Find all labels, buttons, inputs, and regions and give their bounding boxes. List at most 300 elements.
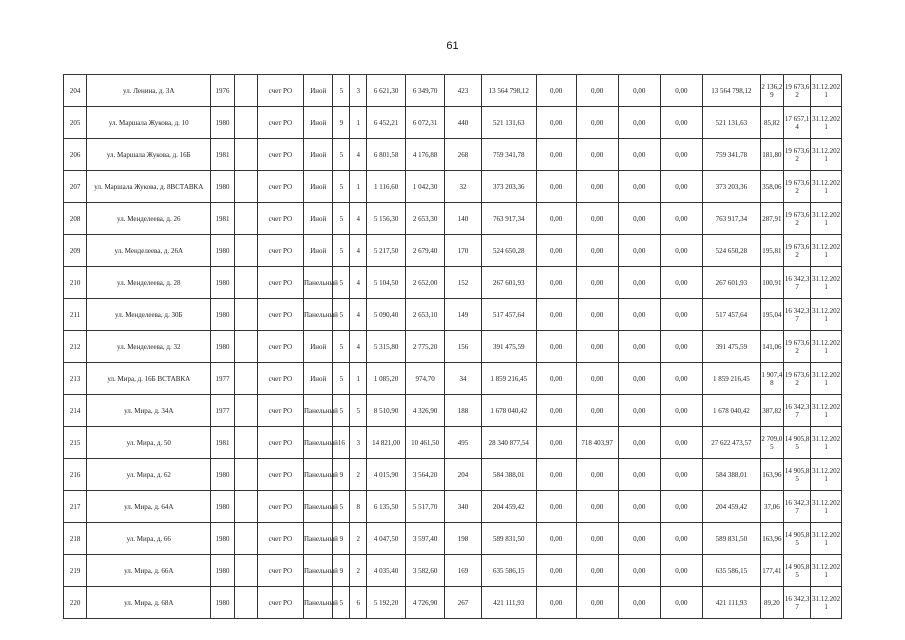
deadline-cell: 31.12.2021: [811, 203, 842, 235]
entrances-cell: 8: [350, 491, 367, 523]
wall-material-cell: Иной: [304, 171, 333, 203]
repair-cost-cell: 421 111,93: [481, 587, 536, 619]
floors-cell: 5: [333, 267, 350, 299]
row-number-cell: 215: [64, 427, 87, 459]
address-cell: ул. Менделеева, д. 26: [87, 203, 211, 235]
unit-cost-limit-cell: 19 673,62: [783, 139, 810, 171]
wall-material-cell: Панельный: [304, 299, 333, 331]
table-row: [64, 427, 842, 459]
row-number-cell: 216: [64, 459, 87, 491]
fund-method-cell: счет РО: [257, 587, 303, 619]
unit-cost-limit-cell: 19 673,62: [783, 331, 810, 363]
address-cell: ул. Маршала Жукова, д. 10: [87, 107, 211, 139]
funding-cell: 0,00: [576, 395, 618, 427]
floors-cell: 5: [333, 363, 350, 395]
residents-cell: 198: [445, 523, 482, 555]
address-cell: ул. Мира, д. 16Б ВСТАВКА: [87, 363, 211, 395]
total-area-cell: 5 090,40: [367, 299, 406, 331]
living-area-cell: 974,70: [406, 363, 445, 395]
unit-cost-cell: 1 907,48: [760, 363, 783, 395]
total-area-cell: 4 047,50: [367, 523, 406, 555]
living-area-cell: 2 652,00: [406, 267, 445, 299]
deadline-cell: 31.12.2021: [811, 459, 842, 491]
table-row: [64, 203, 842, 235]
table-row: [64, 235, 842, 267]
fund-method-cell: счет РО: [257, 459, 303, 491]
repair-cost-cell: 267 601,93: [481, 267, 536, 299]
year-built-cell: 1980: [211, 555, 234, 587]
year-built-cell: 1976: [211, 75, 234, 107]
address-cell: ул. Мира, д. 62: [87, 459, 211, 491]
total-area-cell: 6 801,58: [367, 139, 406, 171]
empty-cell: [234, 235, 257, 267]
funding-cell: 0,00: [660, 267, 702, 299]
fund-method-cell: счет РО: [257, 299, 303, 331]
table-row: [64, 587, 842, 619]
funding-cell: 0,00: [536, 363, 576, 395]
owner-funds-cell: 13 564 798,12: [702, 75, 760, 107]
unit-cost-limit-cell: 14 905,85: [783, 523, 810, 555]
residents-cell: 140: [445, 203, 482, 235]
unit-cost-limit-cell: 19 673,62: [783, 363, 810, 395]
fund-method-cell: счет РО: [257, 331, 303, 363]
funding-cell: 0,00: [576, 587, 618, 619]
wall-material-cell: Иной: [304, 331, 333, 363]
entrances-cell: 1: [350, 107, 367, 139]
address-cell: ул. Мира, д. 66А: [87, 555, 211, 587]
unit-cost-limit-cell: 16 342,37: [783, 587, 810, 619]
funding-cell: 0,00: [660, 363, 702, 395]
entrances-cell: 4: [350, 203, 367, 235]
funding-cell: 0,00: [660, 235, 702, 267]
year-built-cell: 1980: [211, 171, 234, 203]
unit-cost-limit-cell: 17 657,14: [783, 107, 810, 139]
funding-cell: 0,00: [576, 75, 618, 107]
entrances-cell: 1: [350, 171, 367, 203]
deadline-cell: 31.12.2021: [811, 75, 842, 107]
address-cell: ул. Мира, д. 64А: [87, 491, 211, 523]
empty-cell: [234, 427, 257, 459]
deadline-cell: 31.12.2021: [811, 171, 842, 203]
owner-funds-cell: 759 341,78: [702, 139, 760, 171]
address-cell: ул. Менделеева, д. 30Б: [87, 299, 211, 331]
living-area-cell: 3 582,60: [406, 555, 445, 587]
living-area-cell: 2 653,30: [406, 203, 445, 235]
wall-material-cell: Панельный: [304, 267, 333, 299]
entrances-cell: 4: [350, 331, 367, 363]
unit-cost-limit-cell: 16 342,37: [783, 395, 810, 427]
unit-cost-cell: 287,91: [760, 203, 783, 235]
deadline-cell: 31.12.2021: [811, 395, 842, 427]
fund-method-cell: счет РО: [257, 203, 303, 235]
entrances-cell: 5: [350, 395, 367, 427]
floors-cell: 9: [333, 555, 350, 587]
funding-cell: 0,00: [576, 331, 618, 363]
funding-cell: 0,00: [618, 395, 660, 427]
address-cell: ул. Мира, д. 50: [87, 427, 211, 459]
living-area-cell: 1 042,30: [406, 171, 445, 203]
living-area-cell: 10 461,50: [406, 427, 445, 459]
living-area-cell: 2 653,10: [406, 299, 445, 331]
wall-material-cell: Иной: [304, 363, 333, 395]
funding-cell: 0,00: [660, 331, 702, 363]
total-area-cell: 14 821,00: [367, 427, 406, 459]
unit-cost-cell: 387,82: [760, 395, 783, 427]
funding-cell: 0,00: [660, 395, 702, 427]
funding-cell: 0,00: [660, 203, 702, 235]
funding-cell: 0,00: [618, 107, 660, 139]
funding-cell: 0,00: [576, 203, 618, 235]
empty-cell: [234, 107, 257, 139]
living-area-cell: 6 349,70: [406, 75, 445, 107]
table-row: [64, 523, 842, 555]
row-number-cell: 207: [64, 171, 87, 203]
floors-cell: 5: [333, 331, 350, 363]
unit-cost-cell: 195,04: [760, 299, 783, 331]
funding-cell: 0,00: [618, 587, 660, 619]
year-built-cell: 1980: [211, 331, 234, 363]
entrances-cell: 4: [350, 139, 367, 171]
funding-cell: 0,00: [618, 171, 660, 203]
total-area-cell: 1 116,60: [367, 171, 406, 203]
fund-method-cell: счет РО: [257, 555, 303, 587]
fund-method-cell: счет РО: [257, 139, 303, 171]
funding-cell: 0,00: [536, 203, 576, 235]
funding-cell: 0,00: [618, 267, 660, 299]
year-built-cell: 1980: [211, 235, 234, 267]
funding-cell: 0,00: [660, 491, 702, 523]
entrances-cell: 1: [350, 363, 367, 395]
deadline-cell: 31.12.2021: [811, 299, 842, 331]
total-area-cell: 6 135,50: [367, 491, 406, 523]
funding-cell: 0,00: [618, 555, 660, 587]
residents-cell: 268: [445, 139, 482, 171]
funding-cell: 0,00: [536, 427, 576, 459]
floors-cell: 5: [333, 395, 350, 427]
funding-cell: 0,00: [660, 523, 702, 555]
empty-cell: [234, 299, 257, 331]
total-area-cell: 5 104,50: [367, 267, 406, 299]
floors-cell: 5: [333, 171, 350, 203]
unit-cost-limit-cell: 14 905,85: [783, 555, 810, 587]
residents-cell: 188: [445, 395, 482, 427]
row-number-cell: 210: [64, 267, 87, 299]
owner-funds-cell: 521 131,63: [702, 107, 760, 139]
fund-method-cell: счет РО: [257, 235, 303, 267]
funding-cell: 0,00: [536, 267, 576, 299]
funding-cell: 0,00: [536, 299, 576, 331]
deadline-cell: 31.12.2021: [811, 491, 842, 523]
unit-cost-cell: 89,20: [760, 587, 783, 619]
total-area-cell: 4 035,40: [367, 555, 406, 587]
living-area-cell: 2 775,20: [406, 331, 445, 363]
total-area-cell: 1 085,20: [367, 363, 406, 395]
unit-cost-limit-cell: 16 342,37: [783, 267, 810, 299]
repair-cost-cell: 524 650,28: [481, 235, 536, 267]
residents-cell: 169: [445, 555, 482, 587]
owner-funds-cell: 391 475,59: [702, 331, 760, 363]
wall-material-cell: Панельный: [304, 395, 333, 427]
repair-cost-cell: 584 388,01: [481, 459, 536, 491]
unit-cost-cell: 37,06: [760, 491, 783, 523]
fund-method-cell: счет РО: [257, 363, 303, 395]
repair-cost-cell: 373 203,36: [481, 171, 536, 203]
unit-cost-cell: 2 136,29: [760, 75, 783, 107]
repair-cost-cell: 1 678 040,42: [481, 395, 536, 427]
empty-cell: [234, 139, 257, 171]
unit-cost-limit-cell: 14 905,85: [783, 459, 810, 491]
entrances-cell: 2: [350, 555, 367, 587]
owner-funds-cell: 517 457,64: [702, 299, 760, 331]
unit-cost-limit-cell: 19 673,62: [783, 171, 810, 203]
fund-method-cell: счет РО: [257, 75, 303, 107]
empty-cell: [234, 363, 257, 395]
fund-method-cell: счет РО: [257, 491, 303, 523]
address-cell: ул. Ленина, д. 3А: [87, 75, 211, 107]
total-area-cell: 6 452,21: [367, 107, 406, 139]
floors-cell: 5: [333, 299, 350, 331]
year-built-cell: 1981: [211, 203, 234, 235]
wall-material-cell: Иной: [304, 139, 333, 171]
residents-cell: 440: [445, 107, 482, 139]
wall-material-cell: Панельный: [304, 587, 333, 619]
table-row: [64, 555, 842, 587]
floors-cell: 9: [333, 459, 350, 491]
deadline-cell: 31.12.2021: [811, 555, 842, 587]
row-number-cell: 209: [64, 235, 87, 267]
deadline-cell: 31.12.2021: [811, 331, 842, 363]
funding-cell: 0,00: [618, 235, 660, 267]
repair-cost-cell: 759 341,78: [481, 139, 536, 171]
table-row: [64, 75, 842, 107]
funding-cell: 0,00: [536, 139, 576, 171]
repair-cost-cell: 763 917,34: [481, 203, 536, 235]
funding-cell: 0,00: [576, 235, 618, 267]
entrances-cell: 4: [350, 267, 367, 299]
year-built-cell: 1977: [211, 395, 234, 427]
unit-cost-cell: 358,06: [760, 171, 783, 203]
year-built-cell: 1980: [211, 107, 234, 139]
funding-cell: 0,00: [576, 299, 618, 331]
total-area-cell: 4 015,90: [367, 459, 406, 491]
owner-funds-cell: 27 622 473,57: [702, 427, 760, 459]
row-number-cell: 212: [64, 331, 87, 363]
table-row: [64, 395, 842, 427]
unit-cost-cell: 195,81: [760, 235, 783, 267]
fund-method-cell: счет РО: [257, 395, 303, 427]
funding-cell: 0,00: [536, 171, 576, 203]
residents-cell: 204: [445, 459, 482, 491]
living-area-cell: 2 679,40: [406, 235, 445, 267]
residents-cell: 34: [445, 363, 482, 395]
row-number-cell: 217: [64, 491, 87, 523]
table-row: [64, 267, 842, 299]
funding-cell: 0,00: [536, 395, 576, 427]
residents-cell: 170: [445, 235, 482, 267]
address-cell: ул. Менделеева, д. 26А: [87, 235, 211, 267]
unit-cost-limit-cell: 14 905,85: [783, 427, 810, 459]
entrances-cell: 3: [350, 427, 367, 459]
wall-material-cell: Иной: [304, 235, 333, 267]
table-row: [64, 171, 842, 203]
year-built-cell: 1980: [211, 523, 234, 555]
funding-cell: 0,00: [576, 555, 618, 587]
unit-cost-cell: 177,41: [760, 555, 783, 587]
wall-material-cell: Иной: [304, 107, 333, 139]
wall-material-cell: Панельный: [304, 427, 333, 459]
funding-cell: 0,00: [576, 107, 618, 139]
repair-cost-cell: 521 131,63: [481, 107, 536, 139]
residents-cell: 32: [445, 171, 482, 203]
floors-cell: 5: [333, 203, 350, 235]
year-built-cell: 1980: [211, 491, 234, 523]
funding-cell: 0,00: [660, 299, 702, 331]
entrances-cell: 4: [350, 235, 367, 267]
row-number-cell: 208: [64, 203, 87, 235]
owner-funds-cell: 1 859 216,45: [702, 363, 760, 395]
year-built-cell: 1980: [211, 267, 234, 299]
row-number-cell: 219: [64, 555, 87, 587]
year-built-cell: 1981: [211, 139, 234, 171]
funding-cell: 0,00: [618, 203, 660, 235]
empty-cell: [234, 587, 257, 619]
funding-cell: 0,00: [660, 139, 702, 171]
entrances-cell: 2: [350, 523, 367, 555]
unit-cost-limit-cell: 16 342,37: [783, 299, 810, 331]
row-number-cell: 220: [64, 587, 87, 619]
funding-cell: 0,00: [660, 555, 702, 587]
funding-cell: 718 403,97: [576, 427, 618, 459]
funding-cell: 0,00: [618, 491, 660, 523]
empty-cell: [234, 555, 257, 587]
empty-cell: [234, 523, 257, 555]
funding-cell: 0,00: [618, 331, 660, 363]
funding-cell: 0,00: [660, 587, 702, 619]
wall-material-cell: Панельный: [304, 459, 333, 491]
empty-cell: [234, 203, 257, 235]
unit-cost-limit-cell: 19 673,62: [783, 235, 810, 267]
owner-funds-cell: 421 111,93: [702, 587, 760, 619]
table-body: [64, 75, 842, 619]
living-area-cell: 4 176,88: [406, 139, 445, 171]
deadline-cell: 31.12.2021: [811, 139, 842, 171]
address-cell: ул. Маршала Жукова, д. 8ВСТАВКА: [87, 171, 211, 203]
living-area-cell: 4 726,90: [406, 587, 445, 619]
table-row: [64, 107, 842, 139]
empty-cell: [234, 171, 257, 203]
owner-funds-cell: 635 586,15: [702, 555, 760, 587]
total-area-cell: 5 192,20: [367, 587, 406, 619]
living-area-cell: 6 072,31: [406, 107, 445, 139]
repair-cost-cell: 589 831,50: [481, 523, 536, 555]
repair-cost-cell: 517 457,64: [481, 299, 536, 331]
owner-funds-cell: 524 650,28: [702, 235, 760, 267]
residents-cell: 495: [445, 427, 482, 459]
owner-funds-cell: 589 831,50: [702, 523, 760, 555]
floors-cell: 5: [333, 75, 350, 107]
empty-cell: [234, 75, 257, 107]
repair-cost-cell: 391 475,59: [481, 331, 536, 363]
floors-cell: 9: [333, 523, 350, 555]
owner-funds-cell: 763 917,34: [702, 203, 760, 235]
unit-cost-limit-cell: 16 342,37: [783, 491, 810, 523]
funding-cell: 0,00: [618, 459, 660, 491]
funding-cell: 0,00: [536, 235, 576, 267]
entrances-cell: 4: [350, 299, 367, 331]
address-cell: ул. Мира, д. 68А: [87, 587, 211, 619]
funding-cell: 0,00: [536, 331, 576, 363]
wall-material-cell: Панельный: [304, 523, 333, 555]
residents-cell: 149: [445, 299, 482, 331]
row-number-cell: 205: [64, 107, 87, 139]
funding-cell: 0,00: [618, 139, 660, 171]
funding-cell: 0,00: [576, 491, 618, 523]
entrances-cell: 3: [350, 75, 367, 107]
funding-cell: 0,00: [660, 427, 702, 459]
total-area-cell: 5 217,50: [367, 235, 406, 267]
funding-cell: 0,00: [618, 427, 660, 459]
floors-cell: 5: [333, 491, 350, 523]
unit-cost-cell: 85,82: [760, 107, 783, 139]
floors-cell: 16: [333, 427, 350, 459]
funding-cell: 0,00: [536, 523, 576, 555]
funding-cell: 0,00: [536, 587, 576, 619]
floors-cell: 5: [333, 587, 350, 619]
page-number: 61: [446, 40, 459, 52]
year-built-cell: 1981: [211, 427, 234, 459]
repair-cost-cell: 13 564 798,12: [481, 75, 536, 107]
funding-cell: 0,00: [618, 523, 660, 555]
row-number-cell: 206: [64, 139, 87, 171]
funding-cell: 0,00: [660, 107, 702, 139]
owner-funds-cell: 584 388,01: [702, 459, 760, 491]
empty-cell: [234, 267, 257, 299]
address-cell: ул. Менделеева, д. 32: [87, 331, 211, 363]
total-area-cell: 5 156,30: [367, 203, 406, 235]
fund-method-cell: счет РО: [257, 267, 303, 299]
table-row: [64, 139, 842, 171]
year-built-cell: 1980: [211, 459, 234, 491]
floors-cell: 5: [333, 139, 350, 171]
fund-method-cell: счет РО: [257, 427, 303, 459]
owner-funds-cell: 373 203,36: [702, 171, 760, 203]
deadline-cell: 31.12.2021: [811, 523, 842, 555]
funding-cell: 0,00: [536, 75, 576, 107]
total-area-cell: 6 621,30: [367, 75, 406, 107]
funding-cell: 0,00: [576, 267, 618, 299]
deadline-cell: 31.12.2021: [811, 107, 842, 139]
owner-funds-cell: 204 459,42: [702, 491, 760, 523]
row-number-cell: 211: [64, 299, 87, 331]
owner-funds-cell: 1 678 040,42: [702, 395, 760, 427]
table-row: [64, 491, 842, 523]
wall-material-cell: Иной: [304, 75, 333, 107]
unit-cost-cell: 100,91: [760, 267, 783, 299]
unit-cost-cell: 181,80: [760, 139, 783, 171]
unit-cost-limit-cell: 19 673,62: [783, 75, 810, 107]
repair-cost-cell: 204 459,42: [481, 491, 536, 523]
funding-cell: 0,00: [660, 459, 702, 491]
table-row: [64, 331, 842, 363]
residents-cell: 340: [445, 491, 482, 523]
row-number-cell: 214: [64, 395, 87, 427]
residents-cell: 423: [445, 75, 482, 107]
row-number-cell: 218: [64, 523, 87, 555]
living-area-cell: 3 597,40: [406, 523, 445, 555]
row-number-cell: 204: [64, 75, 87, 107]
funding-cell: 0,00: [576, 171, 618, 203]
living-area-cell: 5 517,70: [406, 491, 445, 523]
